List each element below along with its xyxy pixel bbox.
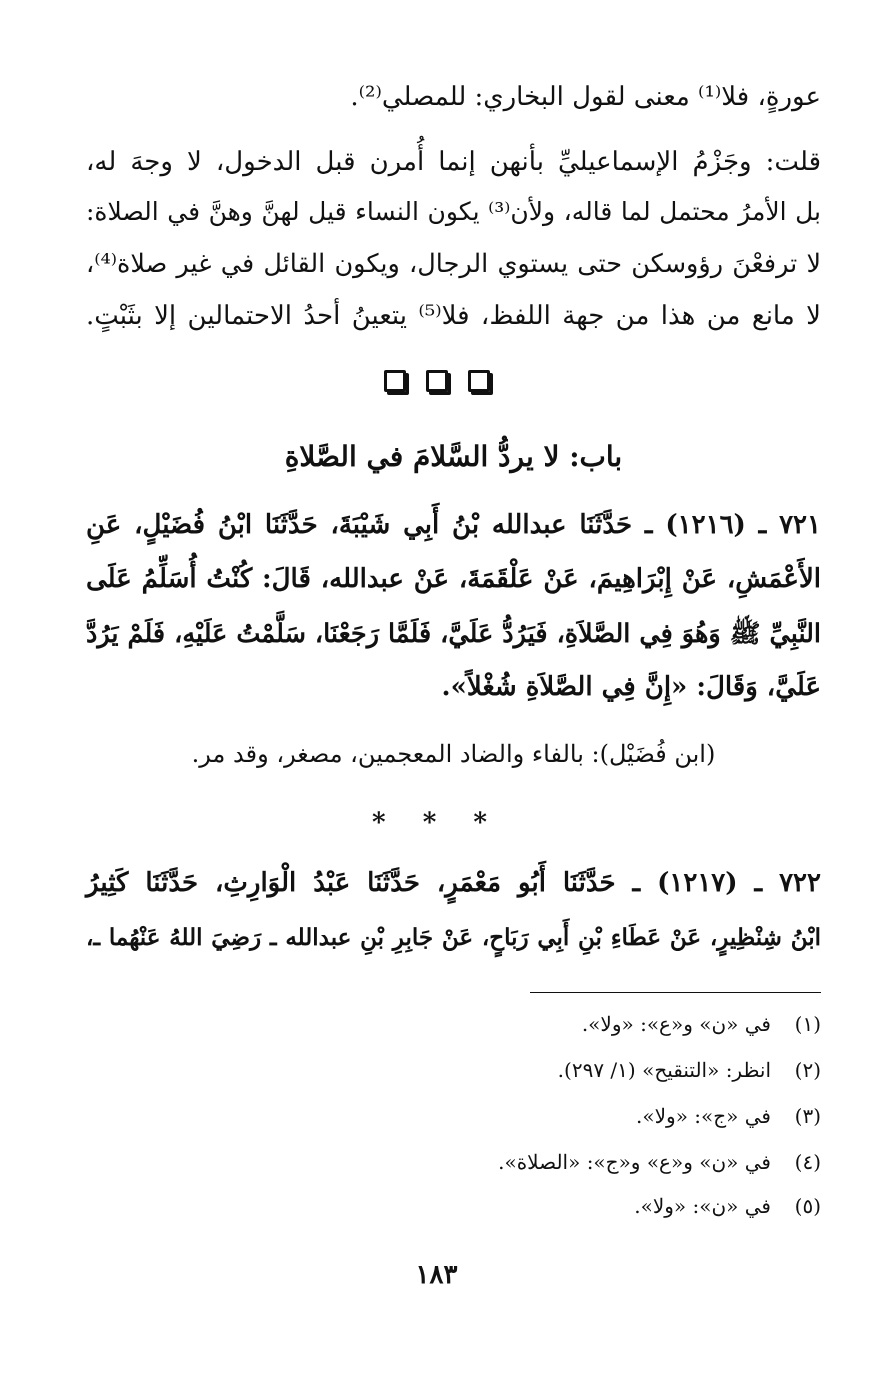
footnote xyxy=(300,1012,821,1036)
footnote-text: في «ن»: «ولا». xyxy=(634,1194,771,1218)
text-line: قلت: وجَزْمُ الإسماعيليِّ بأنهن إنما أُمرن قبل الدخول، لا وجهَ له، xyxy=(86,147,821,177)
text-line: بل الأمرُ محتمل لما قاله، ولأن⁽³⁾ يكون النساء قيل لهنَّ وهنَّ في الصلاة: xyxy=(86,197,821,226)
footnote xyxy=(300,1150,821,1174)
footnote-number: (٢) xyxy=(794,1058,821,1082)
footnote-text: انظر: «التنقيح» (١/ ٢٩٧). xyxy=(557,1058,771,1082)
footnote-number: (٤) xyxy=(794,1150,821,1174)
footnote xyxy=(300,1194,821,1218)
page-number: ١٨٣ xyxy=(415,1260,458,1290)
chapter-title: باب: لا يردُّ السَّلامَ في الصَّلاةِ xyxy=(284,440,623,473)
footnote-divider xyxy=(530,992,821,993)
footnote xyxy=(300,1058,821,1082)
footnote-number: (٣) xyxy=(794,1104,821,1128)
footnote-text: في «ن» و«ع» و«ج»: «الصلاة». xyxy=(498,1150,771,1174)
square-ornament-icon xyxy=(384,370,406,392)
footnote-number: (١) xyxy=(794,1012,821,1036)
text-line: عورةٍ، فلا⁽¹⁾ معنى لقول البخاري: للمصلي⁽²⁾. xyxy=(350,82,821,112)
text-line: النَّبِيِّ ﷺ وَهُوَ فِي الصَّلاَةِ، فَيَرُدُّ عَلَيَّ، فَلَمَّا رَجَعْنَا، سَلَّمْتُ عَلَيْهِ، فَلَمْ يَرُدَّ xyxy=(86,619,821,649)
footnote xyxy=(300,1104,821,1128)
text-line: ٧٢١ ـ (١٢١٦) ـ حَدَّثَنَا عبدالله بْنُ أَبِي شَيْبَةَ، حَدَّثَنَا ابْنُ فُضَيْلٍ، عَنِ xyxy=(86,510,821,540)
text-line: الأَعْمَشِ، عَنْ إِبْرَاهِيمَ، عَنْ عَلْقَمَةَ، عَنْ عبدالله، قَالَ: كُنْتُ أُسَلِّمُ عَلَى xyxy=(86,564,821,594)
text-line: لا مانع من هذا من جهة اللفظ، فلا⁽⁵⁾ يتعينُ أحدُ الاحتمالين إلا بثَبْتٍ. xyxy=(86,301,821,331)
text-line: عَلَيَّ، وَقَالَ: «إِنَّ فِي الصَّلاَةِ شُغْلاً». xyxy=(441,672,821,702)
footnote-text: في «ن» و«ع»: «ولا». xyxy=(581,1012,771,1036)
text-line: لا ترفعْنَ رؤوسكن حتى يستوي الرجال، ويكون القائل في غير صلاة⁽⁴⁾، xyxy=(86,249,821,279)
section-separator xyxy=(0,370,873,400)
stars-separator: * * * xyxy=(372,808,501,838)
text-line: ٧٢٢ ـ (١٢١٧) ـ حَدَّثَنَا أَبُو مَعْمَرٍ، حَدَّثَنَا عَبْدُ الْوَارِثِ، حَدَّثَنَا كَثِيرُ xyxy=(86,868,821,898)
commentary-note: (ابن فُضَيْل): بالفاء والضاد المعجمين، مصغر، وقد مر. xyxy=(191,740,716,768)
text-line: ابْنُ شِنْظِيرٍ، عَنْ عَطَاءِ بْنِ أَبِي رَبَاحٍ، عَنْ جَابِرِ بْنِ عبدالله ـ رَضِيَ اللهُ عَنْهُما ـ، xyxy=(86,924,821,951)
square-ornament-icon xyxy=(426,370,448,392)
footnote-number: (٥) xyxy=(794,1194,821,1218)
footnote-text: في «ج»: «ولا». xyxy=(636,1104,771,1128)
square-ornament-icon xyxy=(468,370,490,392)
